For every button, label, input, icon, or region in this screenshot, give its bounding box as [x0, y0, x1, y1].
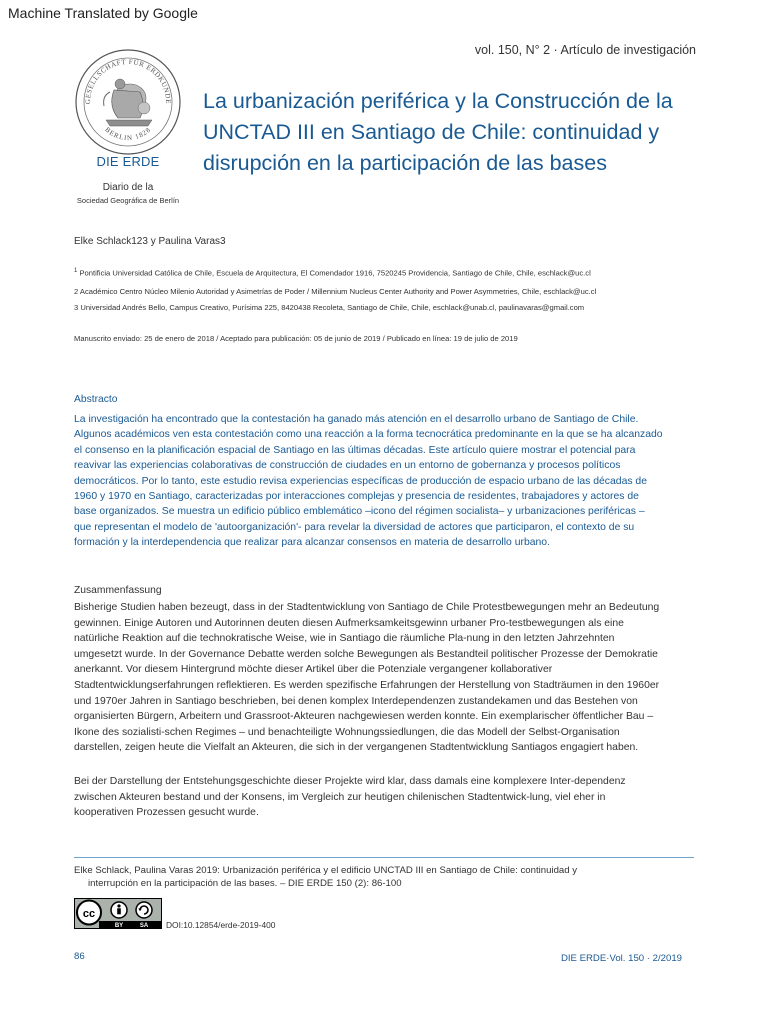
- abstract-line: el consenso en la planificación espacial de Santiago en las últimas décadas. Este artículo quiere mostrar el potencial para: [74, 444, 636, 456]
- abstract-line: La investigación ha encontrado que la contestación ha ganado más atención en el desarrollo urbano de Santiago de Chile.: [74, 414, 639, 425]
- zusammenfassung-line: darstellen, zeigen heute die Vielfalt an Akteuren, die sich in der vergangenen Stadtentwicklung Santiagos engagiert haben.: [74, 742, 639, 754]
- affiliation-text: Pontificia Universidad Católica de Chile, Escuela de Arquitectura, El Comendador 1916, 7520245 Providencia, Santiago de Chile, Chile, eschlack@uc.cl: [79, 268, 591, 278]
- article-title: La urbanización periférica y la Construcción de la UNCTAD III en Santiago de Chile: continuidad y disrupción en la participación de las bases: [203, 89, 673, 175]
- zusammenfassung-body-2: [74, 774, 714, 821]
- cc-label: cc: [82, 908, 96, 920]
- citation: [74, 864, 684, 890]
- affiliation-1: [74, 268, 591, 278]
- abstract-line: 1960 y 1970 en Santiago, caracterizadas por interacciones complejas y presencia de residentes, trabajadores y actores de: [74, 491, 639, 503]
- abstract-line: base organizados. Se muestra un edificio público emblemático –icono del régimen socialista– y urbanizaciones periféricas –: [74, 506, 645, 518]
- doi-link[interactable]: DOI:10.12854/erde-2019-400: [166, 920, 276, 930]
- seal-text: GESELLSCHAFT FÜR ERDKUNDE: [83, 57, 173, 105]
- abstract-line: reavivar las experiencias colaborativas de construcción de ciudades en un entorno de gobernanza y procesos políticos: [74, 460, 621, 472]
- authors: Elke Schlack123 y Paulina Varas3: [74, 236, 226, 247]
- svg-text:BERLIN 1828: [103, 126, 152, 143]
- seal-text-bottom: BERLIN 1828: [103, 125, 153, 143]
- issue-label: vol. 150, N° 2 · Artículo de investigación: [474, 43, 696, 57]
- citation-divider: [74, 857, 694, 858]
- sa-label: SA: [139, 923, 149, 929]
- abstract-heading: Abstracto: [74, 394, 118, 405]
- by-label: BY: [114, 923, 124, 929]
- cc-by-sa-license-icon[interactable]: [74, 898, 162, 929]
- zusammenfassung-line: Bisherige Studien haben bezeugt, dass in der Stadtentwicklung von Santiago de Chile Protestbewegungen mehr an Bedeutung: [74, 602, 660, 613]
- page-number: 86: [74, 951, 85, 962]
- zusammenfassung-line: Ikone des sozialisti-schen Regimes – und benachteiligte Wohnungssiedlungen, die das Modell der Selbst-Organisation: [74, 726, 620, 738]
- society-seal-logo: [74, 48, 182, 156]
- abstract-line: formación y la interdependencia que realizar para alcanzar consensos en materia de desarrollo urbano.: [74, 537, 550, 549]
- zusammenfassung-body: [74, 600, 714, 756]
- citation-line-2: interrupción en la participación de las bases. – DIE ERDE 150 (2): 86-100: [88, 878, 402, 889]
- abstract-body: [74, 412, 714, 551]
- affiliation-2: 2 Académico Centro Núcleo Milenio Autoridad y Asimetrías de Poder / Millennium Nucleus Center Authority and Power Asymmetries, Chile, eschlack@uc.cl: [74, 287, 597, 296]
- abstract-line: Algunos académicos ven esta contestación como una reacción a la forma tecnocrática predominante en la que se ha alcanzado: [74, 429, 663, 441]
- affiliation-number: 1: [74, 268, 78, 274]
- zusammenfassung-line: gewinnen. Einige Autoren und Autorinnen deuten diesen Aufmerksamkeitsgewinn urbaner Pro-testbewegungen als eine: [74, 617, 624, 629]
- manuscript-dates: Manuscrito enviado: 25 de enero de 2018 / Aceptado para publicación: 05 de junio de 2019 / Publicado en línea: 19 de julio de 2019: [74, 334, 518, 343]
- zusammenfassung-line: natürliche Reaktion auf die technokratische Weise, wie in Santiago die räumliche Pla-nung in den letzten Jahrzehnten: [74, 633, 615, 645]
- machine-translation-banner: Machine Translated by Google: [8, 5, 198, 21]
- journal-society: Sociedad Geográfica de Berlín: [76, 196, 180, 205]
- abstract-line: democráticos. Por lo tanto, este estudio revisa experiencias específicas de producción de espacio urbano de las décadas de: [74, 475, 647, 487]
- zusammenfassung-line: und 1970er Jahren in Santiago beschrieben, bei denen komplex Interdependenzen zustandekamen und das Bestehen von: [74, 695, 638, 707]
- zusammenfassung-line: Stadtentwicklungserfahrungen reflektieren. Es werden spezifische Erfahrungen der Herstellung von Stadträumen in den 1960er: [74, 679, 660, 691]
- zusammenfassung-line: kooperativen Prozessen gesucht wurde.: [74, 807, 259, 819]
- journal-name: DIE ERDE: [96, 154, 160, 169]
- abstract-line: que representan el modelo de 'autoorganización'- para revelar la diversidad de actores que participaron, el contexto de su: [74, 521, 635, 533]
- zusammenfassung-heading: Zusammenfassung: [74, 585, 162, 596]
- journal-subtitle: Diario de la: [102, 182, 154, 193]
- zusammenfassung-line: zwischen Akteuren bestand und der Konsens, im Vergleich zur heutigen chilenischen Stadtentwick-lung, viel eher in: [74, 791, 606, 803]
- zusammenfassung-line: umgesetzt wurde. In der Governance Debatte werden solche Bewegungen als Bestandteil politischer Prozesse der Demokratie: [74, 648, 658, 660]
- affiliation-3: 3 Universidad Andrés Bello, Campus Creativo, Purísima 225, 8420438 Recoleta, Santiago de Chile, Chile, eschlack@unab.cl, paulinavaras@gmail.com: [74, 303, 585, 312]
- zusammenfassung-line: anerkannt. Vor diesem Hintergrund möchte dieser Artikel über die Potenziale vergangener kollaborativer: [74, 664, 553, 676]
- zusammenfassung-line: organisierten Bürgern, Arbeitern und Grassroot-Akteuren nachgewiesen werden konnte. Ein exemplarischer öffentlicher Bau –: [74, 711, 654, 723]
- zusammenfassung-line: Bei der Darstellung der Entstehungsgeschichte dieser Projekte wird klar, dass damals eine komplexere Inter-dependenz: [74, 776, 626, 787]
- footer-journal-info: DIE ERDE·Vol. 150 · 2/2019: [560, 953, 682, 964]
- citation-line-1: Elke Schlack, Paulina Varas 2019: Urbanización periférica y el edificio UNCTAD III en Santiago de Chile: continuidad y: [74, 865, 578, 876]
